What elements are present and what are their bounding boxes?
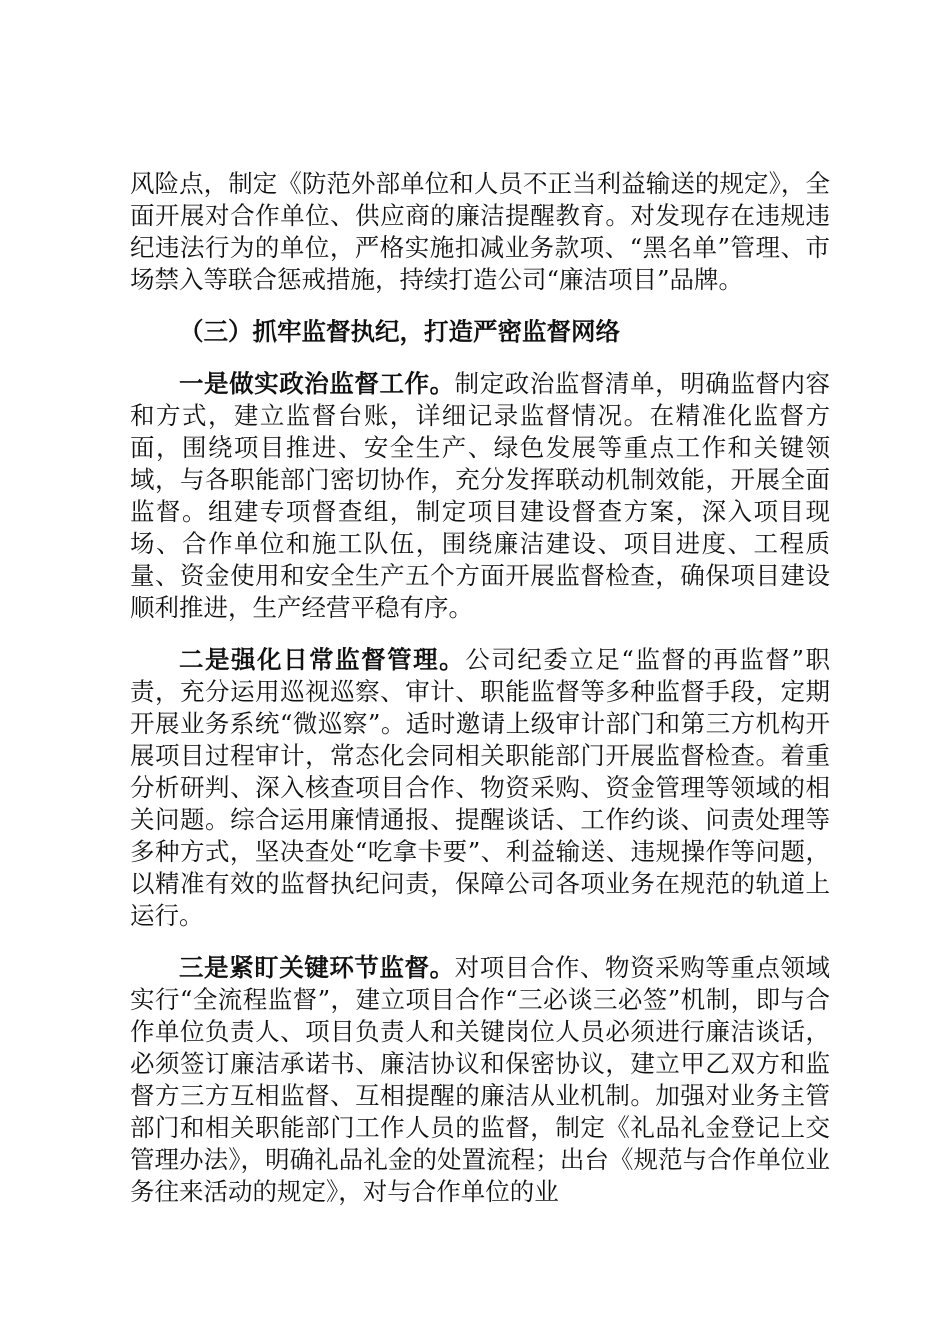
paragraph-daily-supervision — [130, 644, 830, 932]
spacer — [130, 296, 830, 316]
paragraph-lead: 三是紧盯关键环节监督。 — [179, 953, 455, 982]
document-page — [130, 168, 830, 1208]
spacer — [130, 932, 830, 952]
paragraph-key-links-supervision — [130, 952, 830, 1208]
continuation-paragraph: 风险点，制定《防范外部单位和人员不正当利益输送的规定》，全面开展对合作单位、供应商的廉洁提醒教育。对发现存在违规违纪违法行为的单位，严格实施扣减业务款项、“黑名单”管理、市场禁入等联合惩戒措施，持续打造公司“廉洁项目”品牌。 — [130, 169, 830, 294]
paragraph-body: 对项目合作、物资采购等重点领域实行“全流程监督”，建立项目合作“三必谈三必签”机制，即与合作单位负责人、项目负责人和关键岗位人员必须进行廉洁谈话，必须签订廉洁承诺书、廉洁协议和保密协议，建立甲乙双方和监督方三方互相监督、互相提醒的廉洁从业机制。加强对业务主管部门和相关职能部门工作人员的监督，制定《礼品礼金登记上交管理办法》，明确礼品礼金的处置流程；出台《规范与合作单位业务往来活动的规定》，对与合作单位的业 — [130, 953, 831, 1206]
spacer — [130, 624, 830, 644]
paragraph-body: 公司纪委立足“监督的再监督”职责，充分运用巡视巡察、审计、职能监督等多种监督手段，定期开展业务系统“微巡察”。适时邀请上级审计部门和第三方机构开展项目过程审计，常态化会同相关职能部门开展监督检查。着重分析研判、深入核查项目合作、物资采购、资金管理等领域的相关问题。综合运用廉情通报、提醒谈话、工作约谈、问责处理等多种方式，坚决查处“吃拿卡要”、利益输送、违规操作等问题，以精准有效的监督执纪问责，保障公司各项业务在规范的轨道上运行。 — [130, 645, 830, 930]
paragraph-lead: 二是强化日常监督管理。 — [179, 645, 466, 674]
paragraph-lead: 一是做实政治监督工作。 — [179, 369, 455, 398]
section-heading: （三）抓牢监督执纪，打造严密监督网络 — [179, 317, 620, 346]
spacer — [130, 348, 830, 368]
paragraph-political-supervision — [130, 368, 830, 624]
paragraph-body: 制定政治监督清单，明确监督内容和方式，建立监督台账，详细记录监督情况。在精准化监督方面，围绕项目推进、安全生产、绿色发展等重点工作和关键领域，与各职能部门密切协作，充分发挥联动机制效能，开展全面监督。组建专项督查组，制定项目建设督查方案，深入项目现场、合作单位和施工队伍，围绕廉洁建设、项目进度、工程质量、资金使用和安全生产五个方面开展监督检查，确保项目建设顺利推进，生产经营平稳有序。 — [130, 369, 831, 622]
